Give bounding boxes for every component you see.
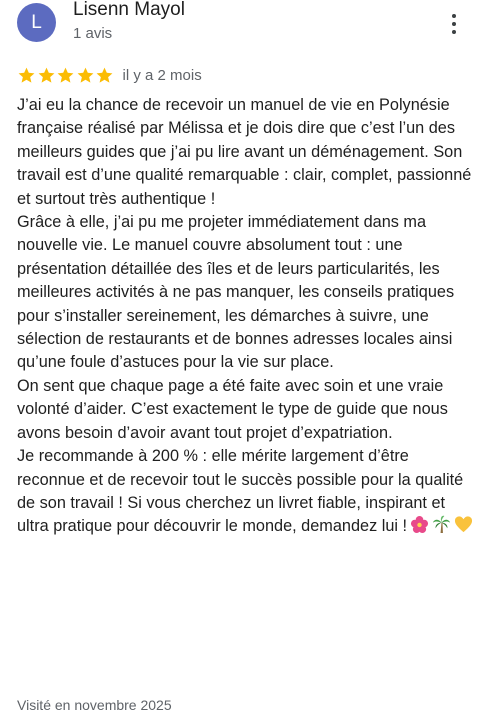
yellow-heart-icon — [454, 515, 473, 534]
review-paragraph: Grâce à elle, j’ai pu me projeter immédiatement dans ma nouvelle vie. Le manuel couvre absolument tout : une présentation détaillée des îles et de leurs particularités, les meilleures activités à ne pas manquer, les conseils pratiques pour s’installer sereinement, les démarches à suivre, une sélection de restaurants et de bonnes adresses locales ainsi qu’une foule d’astuces pour la vie sur place. — [17, 213, 455, 372]
star-icon — [17, 66, 36, 85]
review-header — [17, 0, 472, 50]
review-paragraph: J’ai eu la chance de recevoir un manuel de vie en Polynésie française réalisé par Mélissa et je dois dire que c’est l’un des meilleurs guides que j’ai pu lire avant un déménagement. Son travail est d’une qualité remarquable : clair, complet, passionné et surtout très authentique ! — [17, 96, 472, 208]
rating-row — [17, 63, 202, 87]
star-icon — [95, 66, 114, 85]
star-icon — [37, 66, 56, 85]
review-paragraph: Je recommande à 200 % : elle mérite largement d’être reconnue et de recevoir tout le succès possible pour la qualité de son travail ! Si vous cherchez un livret fiable, inspirant et ultra pratique pour découvrir le monde, demandez lui ! — [17, 445, 479, 539]
avatar[interactable]: L — [17, 3, 56, 42]
review-count: 1 avis — [73, 25, 113, 42]
review-text — [17, 94, 479, 539]
hibiscus-icon — [410, 515, 429, 534]
reviewer-name[interactable]: Lisenn Mayol — [73, 0, 185, 20]
review-date: il y a 2 mois — [122, 66, 202, 84]
star-rating — [17, 66, 115, 85]
review-paragraph: On sent que chaque page a été faite avec soin et une vraie volonté d’aider. C’est exactement le type de guide que nous avons besoin d’avoir avant tout projet d’expatriation. — [17, 376, 448, 442]
palm-tree-icon — [432, 515, 451, 534]
star-icon — [76, 66, 95, 85]
more-options-icon[interactable] — [444, 12, 464, 36]
star-icon — [56, 66, 75, 85]
visit-date: Visité en novembre 2025 — [17, 697, 172, 713]
